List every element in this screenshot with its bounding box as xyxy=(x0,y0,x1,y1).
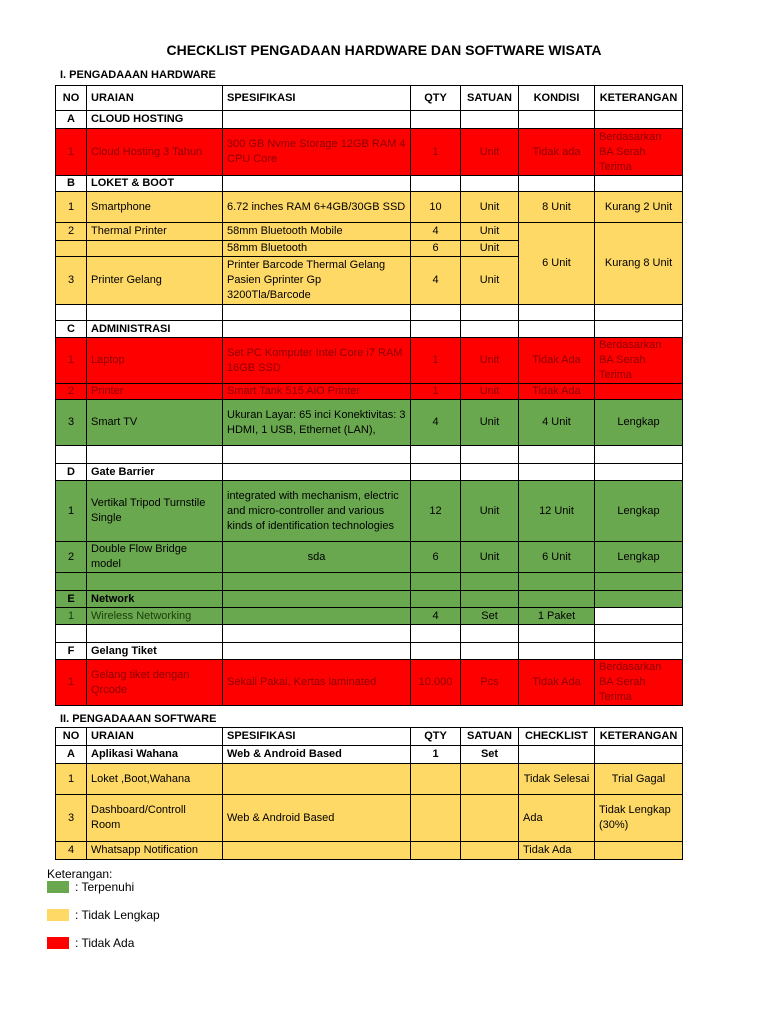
empty-row xyxy=(56,625,683,643)
col-header: SATUAN xyxy=(461,728,519,746)
category-label: Gate Barrier xyxy=(87,464,223,481)
cell-keterangan: Berdasarkan BA Serah Terima xyxy=(595,660,683,706)
col-header: SPESIFIKASI xyxy=(223,86,411,111)
cell-spesifikasi: Web & Android Based xyxy=(223,746,411,764)
cell-no: 2 xyxy=(56,384,87,400)
cell-qty: 4 xyxy=(411,223,461,241)
col-header: QTY xyxy=(411,86,461,111)
category-no: D xyxy=(56,464,87,481)
cell-satuan: Unit xyxy=(461,241,519,257)
category-row xyxy=(56,643,683,660)
cell-spesifikasi: Web & Android Based xyxy=(223,795,411,842)
cell-satuan: Unit xyxy=(461,338,519,384)
category-row xyxy=(56,321,683,338)
cell-satuan: Unit xyxy=(461,257,519,305)
cell-spesifikasi: 6.72 inches RAM 6+4GB/30GB SSD xyxy=(223,192,411,223)
legend-swatch xyxy=(47,881,69,893)
category-label: Aplikasi Wahana xyxy=(87,746,223,764)
cell-uraian: Thermal Printer xyxy=(87,223,223,241)
cell-satuan: Set xyxy=(461,746,519,764)
cell-uraian: Smartphone xyxy=(87,192,223,223)
cell-no: 3 xyxy=(56,400,87,446)
cell-satuan: Unit xyxy=(461,384,519,400)
cell-no: 3 xyxy=(56,257,87,305)
software-heading: II. PENGADAAAN SOFTWARE xyxy=(60,713,217,725)
cell-qty: 1 xyxy=(411,384,461,400)
cell-spesifikasi: Sekali Pakai, Kertas laminated xyxy=(223,660,411,706)
cell-spesifikasi: integrated with mechanism, electric and micro-controller and various kinds of identification technologies xyxy=(223,481,411,542)
cell-uraian: Whatsapp Notification xyxy=(87,842,223,860)
hardware-table xyxy=(55,85,683,706)
category-row xyxy=(56,464,683,481)
cell-kondisi: Tidak Ada xyxy=(519,338,595,384)
table-row xyxy=(56,764,683,795)
category-label: Network xyxy=(87,591,223,608)
cell-no: 1 xyxy=(56,129,87,176)
category-no: F xyxy=(56,643,87,660)
cell-keterangan: Berdasarkan BA Serah Terima xyxy=(595,338,683,384)
cell-checklist: Ada xyxy=(519,795,595,842)
cell-qty: 1 xyxy=(411,129,461,176)
legend-item-terpenuhi xyxy=(47,880,134,894)
cell-qty: 6 xyxy=(411,542,461,573)
cell-kondisi: 8 Unit xyxy=(519,192,595,223)
cell-no: 1 xyxy=(56,338,87,384)
cell-kondisi: Tidak ada xyxy=(519,129,595,176)
cell-keterangan: Tidak Lengkap (30%) xyxy=(595,795,683,842)
cell-qty: 4 xyxy=(411,400,461,446)
cell-no: 4 xyxy=(56,842,87,860)
legend-swatch xyxy=(47,909,69,921)
cell-kondisi: Tidak Ada xyxy=(519,660,595,706)
cell-kondisi: 6 Unit xyxy=(519,542,595,573)
col-header: KETERANGAN xyxy=(595,728,683,746)
cell-uraian: Cloud Hosting 3 Tahun xyxy=(87,129,223,176)
empty-row xyxy=(56,573,683,591)
legend-swatch xyxy=(47,937,69,949)
table-row xyxy=(56,608,683,625)
cell-no: 1 xyxy=(56,481,87,542)
cell-checklist: Tidak Selesai xyxy=(519,764,595,795)
table-row xyxy=(56,481,683,542)
cell-no: 2 xyxy=(56,223,87,241)
cell-qty: 4 xyxy=(411,608,461,625)
category-no: B xyxy=(56,176,87,192)
cell-spesifikasi: Printer Barcode Thermal Gelang Pasien Gprinter Gp 3200Tla/Barcode xyxy=(223,257,411,305)
cell-keterangan: Kurang 2 Unit xyxy=(595,192,683,223)
category-no: E xyxy=(56,591,87,608)
col-header: SATUAN xyxy=(461,86,519,111)
cell-uraian: Smart TV xyxy=(87,400,223,446)
cell-satuan: Unit xyxy=(461,481,519,542)
legend-label: : Terpenuhi xyxy=(75,880,135,894)
empty-row xyxy=(56,446,683,464)
cell-qty: 6 xyxy=(411,241,461,257)
cell-satuan: Pcs xyxy=(461,660,519,706)
cell-qty: 1 xyxy=(411,338,461,384)
cell-satuan: Set xyxy=(461,608,519,625)
category-row xyxy=(56,591,683,608)
category-row xyxy=(56,111,683,129)
table-row xyxy=(56,192,683,223)
cell-spesifikasi: Smart Tank 515 AiO Printer xyxy=(223,384,411,400)
cell-no: 1 xyxy=(56,660,87,706)
cell-no: 3 xyxy=(56,795,87,842)
category-row xyxy=(56,176,683,192)
table-row xyxy=(56,542,683,573)
table-row xyxy=(56,129,683,176)
cell-uraian: Vertikal Tripod Turnstile Single xyxy=(87,481,223,542)
cell-uraian: Double Flow Bridge model xyxy=(87,542,223,573)
cell-satuan: Unit xyxy=(461,223,519,241)
col-header: URAIAN xyxy=(87,86,223,111)
category-no: A xyxy=(56,111,87,129)
table-header-row xyxy=(56,86,683,111)
cell-no: 1 xyxy=(56,608,87,625)
cell-uraian: Printer xyxy=(87,384,223,400)
category-no: A xyxy=(56,746,87,764)
cell-spesifikasi: sda xyxy=(223,542,411,573)
cell-spesifikasi: Set PC Komputer Intel Core i7 RAM 16GB SSD xyxy=(223,338,411,384)
table-row xyxy=(56,795,683,842)
cell-uraian: Printer Gelang xyxy=(87,257,223,305)
cell-satuan: Unit xyxy=(461,542,519,573)
cell-uraian: Dashboard/Controll Room xyxy=(87,795,223,842)
category-no: C xyxy=(56,321,87,338)
cell-qty: 1 xyxy=(411,746,461,764)
cell-keterangan: Lengkap xyxy=(595,481,683,542)
cell-kondisi: 4 Unit xyxy=(519,400,595,446)
table-header-row xyxy=(56,728,683,746)
cell-kondisi: 12 Unit xyxy=(519,481,595,542)
cell-uraian: Laptop xyxy=(87,338,223,384)
col-header: NO xyxy=(56,728,87,746)
legend-item-tidak-ada xyxy=(47,936,134,950)
cell-no: 1 xyxy=(56,764,87,795)
document-title: CHECKLIST PENGADAAN HARDWARE DAN SOFTWARE WISATA xyxy=(166,42,602,58)
software-table xyxy=(55,727,683,860)
cell-uraian: Gelang tiket dengan Qrcode xyxy=(87,660,223,706)
cell-satuan: Unit xyxy=(461,400,519,446)
cell-kondisi: 1 Paket xyxy=(519,608,595,625)
cell-qty: 12 xyxy=(411,481,461,542)
category-label: Gelang Tiket xyxy=(87,643,223,660)
category-label: ADMINISTRASI xyxy=(87,321,223,338)
legend-title: Keterangan: xyxy=(47,867,113,881)
legend-label: : Tidak Ada xyxy=(75,936,135,950)
cell-qty: 4 xyxy=(411,257,461,305)
table-row xyxy=(56,660,683,706)
legend-item-tidak-lengkap xyxy=(47,908,160,922)
col-header: QTY xyxy=(411,728,461,746)
col-header: KONDISI xyxy=(519,86,595,111)
table-row xyxy=(56,400,683,446)
cell-qty: 10 xyxy=(411,192,461,223)
cell-keterangan: Lengkap xyxy=(595,400,683,446)
cell-kondisi: Tidak Ada xyxy=(519,384,595,400)
cell-keterangan: Trial Gagal xyxy=(595,764,683,795)
cell-kondisi: 6 Unit xyxy=(519,223,595,305)
cell-satuan: Unit xyxy=(461,129,519,176)
cell-spesifikasi: 58mm Bluetooth Mobile xyxy=(223,223,411,241)
cell-no: 1 xyxy=(56,192,87,223)
table-row xyxy=(56,842,683,860)
cell-keterangan: Berdasarkan BA Serah Terima xyxy=(595,129,683,176)
cell-keterangan: Lengkap xyxy=(595,542,683,573)
col-header: URAIAN xyxy=(87,728,223,746)
cell-no: 2 xyxy=(56,542,87,573)
table-row xyxy=(56,338,683,384)
table-row xyxy=(56,384,683,400)
hardware-heading: I. PENGADAAAN HARDWARE xyxy=(60,69,216,81)
cell-checklist: Tidak Ada xyxy=(519,842,595,860)
cell-keterangan: Kurang 8 Unit xyxy=(595,223,683,305)
table-row xyxy=(56,223,683,241)
cell-qty: 10.000 xyxy=(411,660,461,706)
col-header: NO xyxy=(56,86,87,111)
col-header: SPESIFIKASI xyxy=(223,728,411,746)
legend-label: : Tidak Lengkap xyxy=(75,908,160,922)
cell-spesifikasi: 58mm Bluetooth xyxy=(223,241,411,257)
empty-row xyxy=(56,305,683,321)
cell-spesifikasi: Ukuran Layar: 65 inci Konektivitas: 3 HDMI, 1 USB, Ethernet (LAN), xyxy=(223,400,411,446)
col-header: CHECKLIST xyxy=(519,728,595,746)
category-label: CLOUD HOSTING xyxy=(87,111,223,129)
category-label: LOKET & BOOT xyxy=(87,176,223,192)
cell-uraian: Loket ,Boot,Wahana xyxy=(87,764,223,795)
cell-satuan: Unit xyxy=(461,192,519,223)
cell-spesifikasi: 300 GB Nvme Storage 12GB RAM 4 CPU Core xyxy=(223,129,411,176)
cell-uraian: Wireless Networking xyxy=(87,608,223,625)
category-row xyxy=(56,746,683,764)
col-header: KETERANGAN xyxy=(595,86,683,111)
